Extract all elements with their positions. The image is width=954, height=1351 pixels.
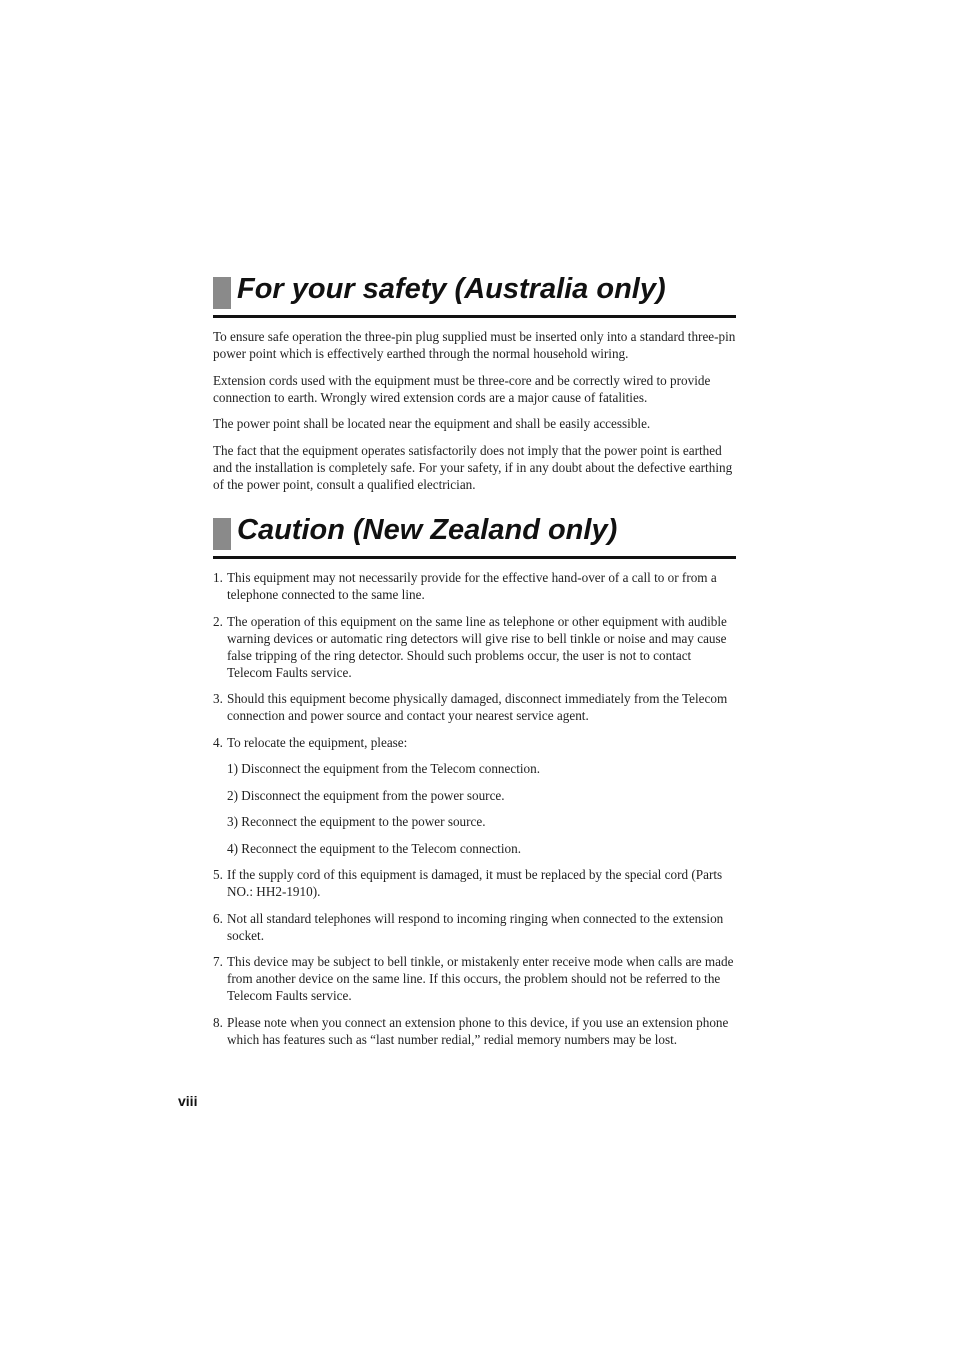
- section-heading: [213, 273, 736, 318]
- item-number: 3.: [213, 691, 223, 706]
- caution-list: [213, 569, 736, 751]
- item-number: 4.: [213, 734, 223, 750]
- heading-bar-marker: [213, 277, 231, 309]
- heading-bar-marker: [213, 518, 231, 550]
- item-text: Not all standard telephones will respond to incoming ringing when connected to the extension socket.: [227, 910, 724, 943]
- relocate-step: 1) Disconnect the equipment from the Telecom connection.: [227, 761, 541, 776]
- item-text: Should this equipment become physically damaged, disconnect immediately from the Telecom connection and power source and contact your nearest service agent.: [227, 691, 728, 723]
- relocate-step: 4) Reconnect the equipment to the Telecom connection.: [227, 840, 521, 856]
- list-item: [213, 613, 736, 681]
- list-item: [213, 569, 736, 603]
- paragraph: To ensure safe operation the three-pin plug supplied must be inserted only into a standard three-pin power point which is effectively earthed through the normal household wiring.: [213, 329, 736, 361]
- item-number: 8.: [213, 1014, 223, 1030]
- item-number: 1.: [213, 570, 223, 585]
- list-item: [213, 910, 736, 944]
- list-item: [213, 953, 736, 1004]
- section-title: For your safety (Australia only): [237, 273, 666, 305]
- section-title: Caution (New Zealand only): [237, 514, 618, 546]
- paragraph: The power point shall be located near the equipment and shall be easily accessible.: [213, 416, 651, 431]
- list-item: [213, 1014, 736, 1048]
- list-item: [213, 734, 736, 751]
- item-text: This device may be subject to bell tinkle, or mistakenly enter receive mode when calls are made from another device on the same line. If this occurs, the problem should not be referred to the Telecom Faults service.: [227, 954, 734, 1003]
- caution-list-continued: [213, 866, 736, 1048]
- relocate-step: 3) Reconnect the equipment to the power source.: [227, 814, 486, 829]
- item-text: This equipment may not necessarily provide for the effective hand-over of a call to or from a telephone connected to the same line.: [227, 570, 717, 602]
- item-number: 5.: [213, 867, 223, 882]
- item-number: 2.: [213, 613, 223, 629]
- item-text: To relocate the equipment, please:: [227, 734, 408, 750]
- item-number: 6.: [213, 910, 223, 926]
- paragraph: The fact that the equipment operates satisfactorily does not imply that the power point is earthed and the installation is completely safe. For your safety, if in any doubt about the defective earthing of the power point, consult a qualified electrician.: [213, 442, 733, 492]
- section-new-zealand-caution: [213, 514, 736, 1048]
- section-australia-safety: [213, 273, 736, 493]
- section-heading: [213, 514, 736, 559]
- item-text: If the supply cord of this equipment is damaged, it must be replaced by the special cord (Parts NO.: HH2-1910).: [227, 867, 723, 899]
- relocate-step: 2) Disconnect the equipment from the power source.: [227, 787, 505, 803]
- item-number: 7.: [213, 954, 223, 969]
- item-text: The operation of this equipment on the same line as telephone or other equipment with audible warning devices or automatic ring detectors will give rise to bell tinkle or noise and may cause false tripping of the ring detector. Should such problems occur, the user is not to contact Telecom Faults service.: [227, 613, 727, 680]
- paragraph: Extension cords used with the equipment must be three-core and be correctly wired to provide connection to earth. Wrongly wired extension cords are a major cause of fatalities.: [213, 372, 711, 405]
- item-text: Please note when you connect an extension phone to this device, if you use an extension phone which has features such as “last number redial,” redial memory numbers may be lost.: [227, 1014, 729, 1047]
- page-number: viii: [178, 1093, 198, 1109]
- list-item: [213, 690, 736, 724]
- list-item: [213, 866, 736, 900]
